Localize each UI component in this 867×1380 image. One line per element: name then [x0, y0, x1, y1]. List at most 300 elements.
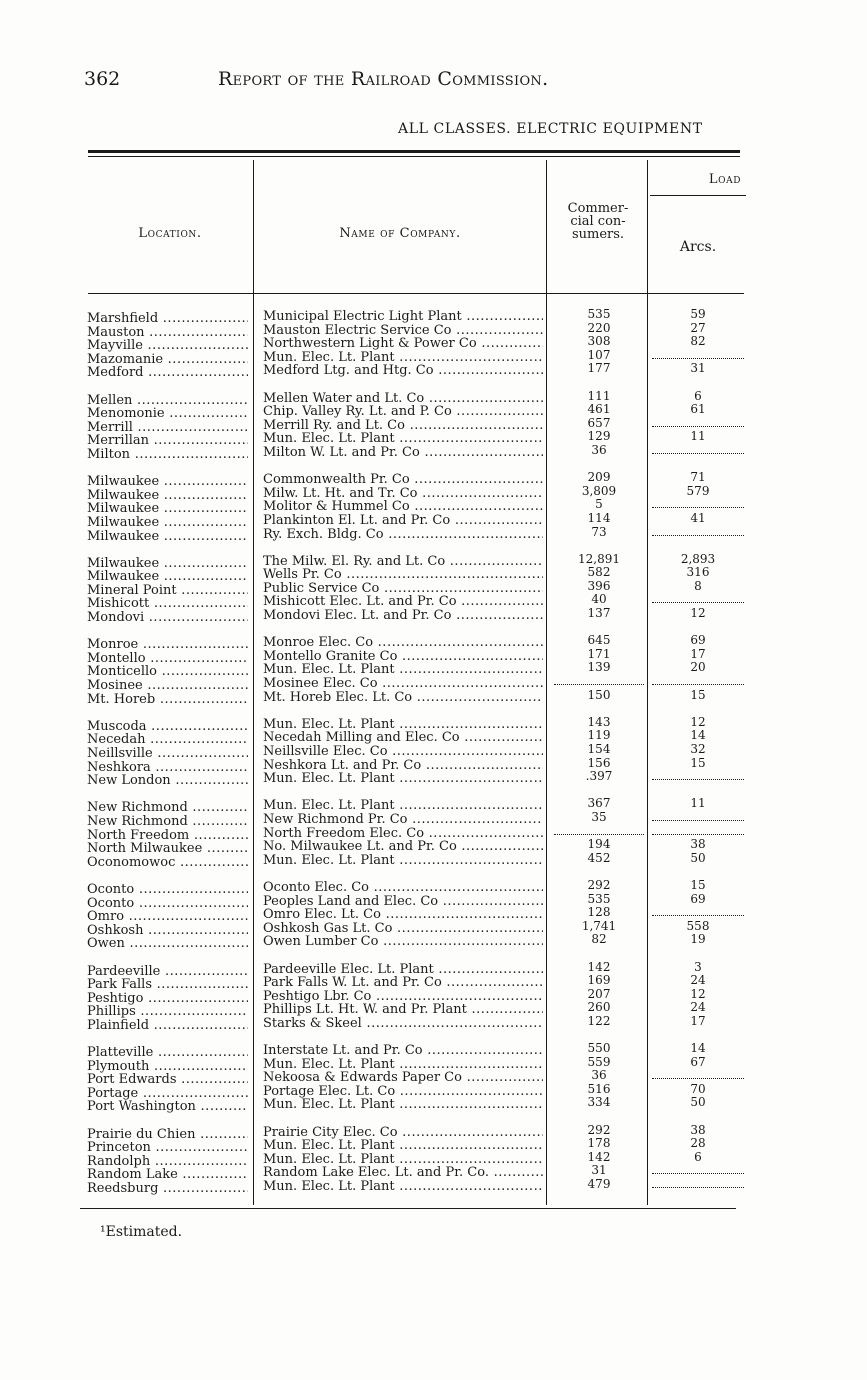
location-cell: Prairie du Chien .....: [87, 1128, 248, 1142]
consumers-cell: 292: [587, 1123, 611, 1137]
company-cell: Mun. Elec. Lt. Plant .....: [263, 854, 543, 868]
arcs-cell: 11: [690, 430, 706, 444]
company-cell: Ry. Exch. Bldg. Co .....: [263, 528, 543, 542]
company-cell: Nekoosa & Edwards Paper Co .....: [263, 1071, 543, 1085]
arcs-cell: 67: [690, 1055, 706, 1069]
empty-cell-dots: [652, 906, 744, 916]
group-spacer: [263, 704, 543, 718]
location-cell: Oconto .....: [87, 897, 248, 911]
column-divider: [647, 160, 648, 1205]
arcs-cell: [650, 1164, 746, 1178]
location-cell: Medford .....: [87, 366, 248, 380]
footnote: ¹Estimated.: [100, 1224, 183, 1240]
location-cell: Port Washington .....: [87, 1100, 248, 1114]
arcs-cell: 38: [690, 1123, 706, 1137]
location-cell: North Freedom .....: [87, 829, 248, 843]
company-cell: North Freedom Elec. Co .....: [263, 827, 543, 841]
column-divider: [253, 160, 254, 1205]
consumers-cell: 82: [591, 933, 607, 947]
arcs-cell: 69: [690, 892, 706, 906]
company-cell: Mun. Elec. Lt. Plant .....: [263, 772, 543, 786]
location-cell: Muscoda .....: [87, 720, 248, 734]
company-cell: Portage Elec. Lt. Co .....: [263, 1085, 543, 1099]
consumers-cell: 535: [587, 308, 611, 321]
group-spacer: [87, 706, 248, 720]
group-spacer: [87, 869, 248, 883]
company-cell: Wells Pr. Co .....: [263, 568, 543, 582]
company-cell: Starks & Skeel .....: [263, 1017, 543, 1031]
arcs-cell: 71: [690, 471, 706, 485]
company-cell: Park Falls W. Lt. and Pr. Co .....: [263, 976, 543, 990]
location-cell: Monroe .....: [87, 638, 248, 652]
company-cell: Peoples Land and Elec. Co .....: [263, 895, 543, 909]
company-cell: Mun. Elec. Lt. Plant .....: [263, 663, 543, 677]
company-cell: No. Milwaukee Lt. and Pr. Co .....: [263, 840, 543, 854]
arcs-cell: [650, 675, 746, 689]
location-cell: Neshkora .....: [87, 761, 248, 775]
group-spacer: [650, 1110, 746, 1124]
group-spacer: [650, 784, 746, 798]
consumers-cell: 260: [587, 1001, 611, 1015]
group-spacer: [650, 1028, 746, 1042]
company-cell: Owen Lumber Co .....: [263, 935, 543, 949]
arcs-cell: 17: [690, 1014, 706, 1028]
consumers-cell: 178: [587, 1137, 611, 1151]
empty-cell-dots: [652, 811, 744, 821]
group-spacer: [650, 376, 746, 390]
consumers-cell: 150: [587, 688, 611, 702]
location-cell: Owen .....: [87, 937, 248, 951]
group-spacer: [87, 380, 248, 394]
company-cell: Montello Granite Co .....: [263, 650, 543, 664]
group-spacer: [263, 623, 543, 637]
company-cell: Mondovi Elec. Lt. and Pr. Co .....: [263, 609, 543, 623]
company-cell: Mun. Elec. Lt. Plant .....: [263, 1098, 543, 1112]
location-cell: Montello .....: [87, 652, 248, 666]
consumers-cell: 12,891: [578, 552, 620, 566]
arcs-cell: 50: [690, 1096, 706, 1110]
header-location: Location.: [138, 226, 202, 241]
arcs-cell: [650, 444, 746, 458]
group-spacer: [263, 460, 543, 474]
location-cell: Port Edwards .....: [87, 1073, 248, 1087]
consumers-cell: 3,809: [581, 484, 617, 498]
location-cell: Mondovi .....: [87, 611, 248, 625]
location-cell: Plainfield .....: [87, 1019, 248, 1033]
consumers-cell: 31: [591, 1164, 607, 1178]
location-cell: Monticello .....: [87, 665, 248, 679]
location-cell: Mellen .....: [87, 394, 248, 408]
consumers-cell: 142: [587, 960, 611, 974]
group-spacer: [263, 867, 543, 881]
empty-cell-dots: [554, 825, 644, 835]
location-cell: Pardeeville .....: [87, 965, 248, 979]
consumers-cell: 5: [595, 498, 603, 512]
company-cell: Milw. Lt. Ht. and Tr. Co .....: [263, 487, 543, 501]
consumers-cell: 367: [587, 797, 611, 811]
company-cell: Northwestern Light & Power Co .....: [263, 337, 543, 351]
consumers-cell: 111: [587, 389, 611, 403]
location-cell: Plymouth .....: [87, 1060, 248, 1074]
arcs-cell: 2,893: [680, 552, 716, 566]
arcs-cell: [650, 417, 746, 431]
empty-cell-dots: [652, 675, 744, 685]
consumers-cell: 535: [587, 892, 611, 906]
group-spacer: [552, 784, 646, 798]
company-cell: Omro Elec. Lt. Co .....: [263, 908, 543, 922]
empty-cell-dots: [652, 1164, 744, 1174]
arcs-cell: 17: [690, 647, 706, 661]
consumers-cell: 452: [587, 851, 611, 865]
company-cell: Mun. Elec. Lt. Plant .....: [263, 1153, 543, 1167]
empty-cell-dots: [652, 1069, 744, 1079]
consumers-cell: 36: [591, 443, 607, 457]
location-cell: Mishicott .....: [87, 597, 248, 611]
arcs-cell: 6: [694, 389, 702, 403]
consumers-cell: 142: [587, 1150, 611, 1164]
location-cell: Marshfield .....: [87, 312, 248, 326]
group-spacer: [87, 462, 248, 476]
consumers-cell: 137: [587, 607, 611, 621]
location-cell: Platteville .....: [87, 1046, 248, 1060]
company-cell: Plankinton El. Lt. and Pr. Co .....: [263, 514, 543, 528]
company-cell: Oconto Elec. Co .....: [263, 881, 543, 895]
arcs-cell: 15: [690, 878, 706, 892]
location-cell: Peshtigo .....: [87, 992, 248, 1006]
location-cell: Milwaukee .....: [87, 489, 248, 503]
company-cell: Public Service Co .....: [263, 582, 543, 596]
arcs-cell: 59: [690, 308, 706, 321]
location-cell: Milwaukee .....: [87, 570, 248, 584]
header-company: Name of Company.: [339, 226, 461, 241]
consumers-cell: 657: [587, 416, 611, 430]
company-column: [263, 310, 543, 1194]
consumers-cell: 396: [587, 579, 611, 593]
group-spacer: [650, 539, 746, 553]
location-cell: Random Lake .....: [87, 1168, 248, 1182]
arcs-cell: 24: [690, 974, 706, 988]
consumers-cell: 128: [587, 906, 611, 920]
group-spacer: [552, 1110, 646, 1124]
empty-cell-dots: [652, 1178, 744, 1188]
company-cell: Mun. Elec. Lt. Plant .....: [263, 718, 543, 732]
group-spacer: [650, 865, 746, 879]
location-cell: Merrill .....: [87, 421, 248, 435]
consumers-cell: 550: [587, 1042, 611, 1056]
arcs-cell: 20: [690, 661, 706, 675]
location-cell: Milwaukee .....: [87, 516, 248, 530]
consumers-cell: 129: [587, 430, 611, 444]
consumers-cell: [552, 825, 646, 839]
group-spacer: [87, 625, 248, 639]
location-cell: Neillsville .....: [87, 747, 248, 761]
table-caption: ALL CLASSES. ELECTRIC EQUIPMENT: [398, 121, 703, 137]
consumers-cell: 582: [587, 566, 611, 580]
arcs-cell: [650, 906, 746, 920]
group-spacer: [552, 458, 646, 472]
location-column: [87, 312, 248, 1196]
arcs-cell: 70: [690, 1082, 706, 1096]
arcs-cell: 31: [690, 362, 706, 376]
empty-cell-dots: [652, 417, 744, 427]
location-cell: Oconomowoc .....: [87, 856, 248, 870]
arcs-cell: 11: [690, 797, 706, 811]
arcs-cell: 41: [690, 511, 706, 525]
consumers-cell: 40: [591, 593, 607, 607]
location-cell: Randolph .....: [87, 1155, 248, 1169]
consumers-cell: 292: [587, 878, 611, 892]
consumers-cell: 516: [587, 1082, 611, 1096]
company-cell: Neillsville Elec. Co .....: [263, 745, 543, 759]
company-cell: The Milw. El. Ry. and Lt. Co .....: [263, 555, 543, 569]
company-cell: Mishicott Elec. Lt. and Pr. Co .....: [263, 595, 543, 609]
company-cell: Mun. Elec. Lt. Plant .....: [263, 1180, 543, 1194]
company-cell: Chip. Valley Ry. Lt. and P. Co .....: [263, 405, 543, 419]
empty-cell-dots: [652, 526, 744, 536]
location-cell: North Milwaukee .....: [87, 842, 248, 856]
location-cell: Mt. Horeb .....: [87, 693, 248, 707]
arcs-cell: 82: [690, 335, 706, 349]
company-cell: Prairie City Elec. Co .....: [263, 1126, 543, 1140]
company-cell: Necedah Milling and Elec. Co .....: [263, 731, 543, 745]
empty-cell-dots: [652, 498, 744, 508]
consumers-cell: 122: [587, 1014, 611, 1028]
consumers-cell: 154: [587, 743, 611, 756]
page-number: 362: [84, 68, 121, 90]
consumers-cell: 107: [587, 348, 611, 362]
group-spacer: [552, 702, 646, 716]
arcs-cell: 61: [690, 403, 706, 417]
consumers-cell: .397: [585, 770, 613, 784]
group-spacer: [87, 951, 248, 965]
location-cell: Mayville .....: [87, 339, 248, 353]
arcs-cell: [650, 498, 746, 512]
arcs-cell: 12: [690, 607, 706, 621]
group-spacer: [650, 947, 746, 961]
group-spacer: [263, 541, 543, 555]
company-cell: Monroe Elec. Co .....: [263, 636, 543, 650]
company-cell: Mauston Electric Service Co .....: [263, 324, 543, 338]
group-spacer: [650, 458, 746, 472]
arcs-cell: 579: [686, 484, 710, 498]
group-spacer: [650, 621, 746, 635]
running-title-text: Report of the Railroad Commission.: [218, 68, 549, 90]
arcs-cell: [650, 349, 746, 363]
consumers-cell: 36: [591, 1069, 607, 1083]
consumers-cell: 209: [587, 471, 611, 485]
consumers-cell: 143: [587, 715, 611, 729]
group-spacer: [263, 949, 543, 963]
company-cell: Molitor & Hummel Co .....: [263, 500, 543, 514]
consumers-cell: 156: [587, 756, 611, 770]
arcs-cell: 8: [694, 579, 702, 593]
consumers-cell: 479: [587, 1178, 611, 1191]
header-bottom-rule: [88, 293, 744, 294]
arcs-cell: 14: [690, 729, 706, 743]
company-cell: Phillips Lt. Ht. W. and Pr. Plant .....: [263, 1003, 543, 1017]
location-cell: Milwaukee .....: [87, 530, 248, 544]
consumers-cell: 35: [591, 810, 607, 824]
group-spacer: [263, 378, 543, 392]
consumers-column: [552, 308, 646, 1192]
company-cell: Random Lake Elec. Lt. and Pr. Co. .....: [263, 1166, 543, 1180]
consumers-cell: 171: [587, 647, 611, 661]
location-cell: Oshkosh .....: [87, 924, 248, 938]
company-cell: Milton W. Lt. and Pr. Co .....: [263, 446, 543, 460]
location-cell: Phillips .....: [87, 1005, 248, 1019]
consumers-cell: 119: [587, 729, 611, 743]
arcs-cell: 12: [690, 987, 706, 1001]
empty-cell-dots: [652, 444, 744, 454]
location-cell: Milwaukee .....: [87, 502, 248, 516]
consumers-cell: 73: [591, 525, 607, 539]
company-cell: Pardeeville Elec. Lt. Plant .....: [263, 963, 543, 977]
company-cell: Municipal Electric Light Plant .....: [263, 310, 543, 324]
group-spacer: [552, 376, 646, 390]
empty-cell-dots: [652, 825, 744, 835]
empty-cell-dots: [652, 593, 744, 603]
load-underline: [650, 195, 746, 196]
arcs-cell: [650, 593, 746, 607]
company-cell: Mun. Elec. Lt. Plant .....: [263, 1058, 543, 1072]
consumers-cell: 559: [587, 1055, 611, 1069]
consumers-cell: 139: [587, 661, 611, 675]
arcs-cell: 27: [690, 321, 706, 335]
arcs-cell: [650, 825, 746, 839]
arcs-cell: [650, 770, 746, 784]
group-spacer: [263, 786, 543, 800]
group-spacer: [87, 1032, 248, 1046]
consumers-cell: 114: [587, 511, 611, 525]
consumers-cell: 1,741: [581, 919, 617, 933]
consumers-cell: 169: [587, 974, 611, 988]
table-bottom-rule: [80, 1208, 736, 1209]
location-cell: Oconto .....: [87, 883, 248, 897]
group-spacer: [263, 1112, 543, 1126]
arcs-cell: 28: [690, 1137, 706, 1151]
company-cell: Mosinee Elec. Co .....: [263, 677, 543, 691]
running-title: [218, 68, 548, 90]
consumers-cell: [552, 675, 646, 689]
location-cell: Mineral Point .....: [87, 584, 248, 598]
arcs-cell: 12: [690, 715, 706, 729]
consumers-cell: 334: [587, 1096, 611, 1110]
consumers-cell: 308: [587, 335, 611, 349]
header-load: Load: [708, 172, 742, 187]
company-cell: Mun. Elec. Lt. Plant .....: [263, 799, 543, 813]
company-cell: Medford Ltg. and Htg. Co .....: [263, 364, 543, 378]
consumers-cell: 194: [587, 838, 611, 852]
location-cell: Omro .....: [87, 910, 248, 924]
empty-cell-dots: [652, 770, 744, 780]
location-cell: Mauston .....: [87, 326, 248, 340]
column-divider: [546, 160, 547, 1205]
company-cell: Merrill Ry. and Lt. Co .....: [263, 419, 543, 433]
arcs-cell: 69: [690, 634, 706, 648]
company-cell: Commonwealth Pr. Co .....: [263, 473, 543, 487]
location-cell: Park Falls .....: [87, 978, 248, 992]
group-spacer: [552, 947, 646, 961]
arcs-cell: 38: [690, 838, 706, 852]
company-cell: Mellen Water and Lt. Co .....: [263, 392, 543, 406]
company-cell: Peshtigo Lbr. Co .....: [263, 990, 543, 1004]
group-spacer: [87, 788, 248, 802]
company-cell: Mun. Elec. Lt. Plant .....: [263, 1139, 543, 1153]
arcs-cell: 558: [686, 919, 710, 933]
location-cell: Mazomanie .....: [87, 353, 248, 367]
arcs-column: [650, 308, 746, 1192]
company-cell: Oshkosh Gas Lt. Co .....: [263, 922, 543, 936]
empty-cell-dots: [554, 675, 644, 685]
consumers-cell: 207: [587, 987, 611, 1001]
group-spacer: [552, 865, 646, 879]
consumers-cell: 220: [587, 321, 611, 335]
arcs-cell: 15: [690, 756, 706, 770]
company-cell: Neshkora Lt. and Pr. Co .....: [263, 759, 543, 773]
location-cell: Necedah .....: [87, 733, 248, 747]
arcs-cell: [650, 811, 746, 825]
location-cell: Mosinee .....: [87, 679, 248, 693]
header-consumers-line: cial con-: [570, 214, 626, 229]
group-spacer: [263, 1030, 543, 1044]
header-consumers: [550, 202, 646, 241]
company-cell: Mt. Horeb Elec. Lt. Co .....: [263, 691, 543, 705]
header-consumers-line: sumers.: [571, 227, 625, 242]
arcs-cell: 50: [690, 851, 706, 865]
group-spacer: [552, 1028, 646, 1042]
arcs-cell: [650, 1178, 746, 1192]
company-cell: New Richmond Pr. Co .....: [263, 813, 543, 827]
empty-cell-dots: [652, 349, 744, 359]
group-spacer: [552, 621, 646, 635]
arcs-cell: 19: [690, 933, 706, 947]
company-cell: Mun. Elec. Lt. Plant .....: [263, 432, 543, 446]
consumers-cell: 461: [587, 403, 611, 417]
consumers-cell: 177: [587, 362, 611, 376]
group-spacer: [650, 702, 746, 716]
location-cell: Menomonie .....: [87, 407, 248, 421]
location-cell: New Richmond .....: [87, 801, 248, 815]
location-cell: Milwaukee .....: [87, 475, 248, 489]
location-cell: Reedsburg .....: [87, 1182, 248, 1196]
arcs-cell: 3: [694, 960, 702, 974]
company-cell: Mun. Elec. Lt. Plant .....: [263, 351, 543, 365]
arcs-cell: 6: [694, 1150, 702, 1164]
location-cell: Merrillan .....: [87, 434, 248, 448]
location-cell: Princeton .....: [87, 1141, 248, 1155]
location-cell: Milton .....: [87, 448, 248, 462]
table-top-rule-thin: [88, 156, 740, 157]
arcs-cell: 14: [690, 1042, 706, 1056]
table-top-rule: [88, 150, 740, 153]
location-cell: Portage .....: [87, 1087, 248, 1101]
location-cell: New London .....: [87, 774, 248, 788]
arcs-cell: 32: [690, 743, 706, 756]
location-cell: Milwaukee .....: [87, 557, 248, 571]
group-spacer: [87, 543, 248, 557]
header-arcs: Arcs.: [679, 239, 717, 255]
consumers-cell: 645: [587, 634, 611, 648]
company-cell: Interstate Lt. and Pr. Co .....: [263, 1044, 543, 1058]
arcs-cell: [650, 1069, 746, 1083]
arcs-cell: 15: [690, 688, 706, 702]
header-consumers-line: Commer-: [567, 201, 629, 216]
group-spacer: [87, 1114, 248, 1128]
arcs-cell: 24: [690, 1001, 706, 1015]
arcs-cell: [650, 526, 746, 540]
arcs-cell: 316: [686, 566, 710, 580]
group-spacer: [552, 539, 646, 553]
